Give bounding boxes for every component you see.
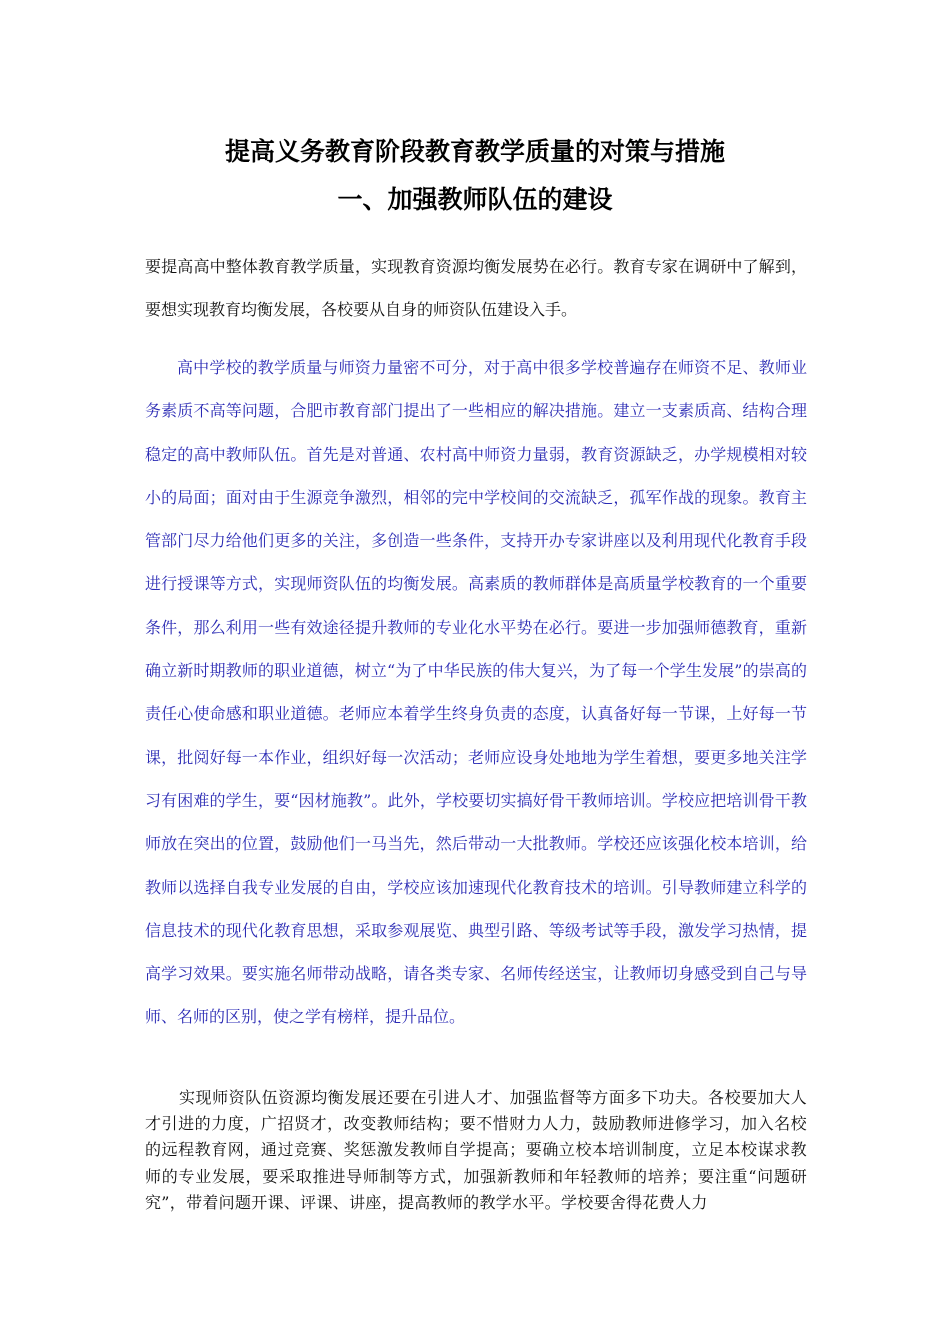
section-heading: 一、加强教师队伍的建设 [337, 185, 613, 214]
intro-paragraph: 要提高高中整体教育教学质量，实现教育资源均衡发展势在必行。教育专家在调研中了解到，要想实现教育均衡发展，各校要从自身的师资队伍建设入手。 [145, 257, 807, 319]
body-paragraph-highlighted: 高中学校的教学质量与师资力量密不可分，对于高中很多学校普遍存在师资不足、教师业务素质不高等问题，合肥市教育部门提出了一些相应的解决措施。建立一支素质高、结构合理稳定的高中教师队伍。首先是对普通、农村高中师资力量弱，教育资源缺乏，办学规模相对较小的局面；面对由于生源竞争激烈，相邻的完中学校间的交流缺乏，孤军作战的现象。教育主管部门尽力给他们更多的关注，多创造一些条件，支持开办专家讲座以及利用现代化教育手段进行授课等方式，实现师资队伍的均衡发展。高素质的教师群体是高质量学校教育的一个重要条件，那么利用一些有效途径提升教师的专业化水平势在必行。要进一步加强师德教育，重新确立新时期教师的职业道德，树立“为了中华民族的伟大复兴，为了每一个学生发展”的崇高的责任心使命感和职业道德。老师应本着学生终身负责的态度，认真备好每一节课，上好每一节课，批阅好每一本作业，组织好每一次活动；老师应设身处地地为学生着想，要更多地关注学习有困难的学生，要“因材施教”。此外，学校要切实搞好骨干教师培训。学校应把培训骨干教师放在突出的位置，鼓励他们一马当先，然后带动一大批教师。学校还应该强化校本培训，给教师以选择自我专业发展的自由，学校应该加速现代化教育技术的培训。引导教师建立科学的信息技术的现代化教育思想，采取参观展览、典型引路、等级考试等手段，激发学习热情，提高学习效果。要实施名师带动战略，请各类专家、名师传经送宝，让教师切身感受到自己与导师、名师的区别，使之学有榜样，提升品位。 [145, 358, 807, 1027]
document-title: 提高义务教育阶段教育教学质量的对策与措施 [224, 137, 725, 166]
body-paragraph: 实现师资队伍资源均衡发展还要在引进人才、加强监督等方面多下功夫。各校要加大人才引进的力度，广招贤才，改变教师结构；要不惜财力人力，鼓励教师进修学习，加入名校的远程教育网，通过竞赛、奖惩激发教师自学提高；要确立校本培训制度，立足本校谋求教师的专业发展，要采取推进导师制等方式，加强新教师和年轻教师的培养；要注重“问题研究”，带着问题开课、评课、讲座，提高教师的教学水平。学校要舍得花费人力 [145, 1088, 807, 1212]
